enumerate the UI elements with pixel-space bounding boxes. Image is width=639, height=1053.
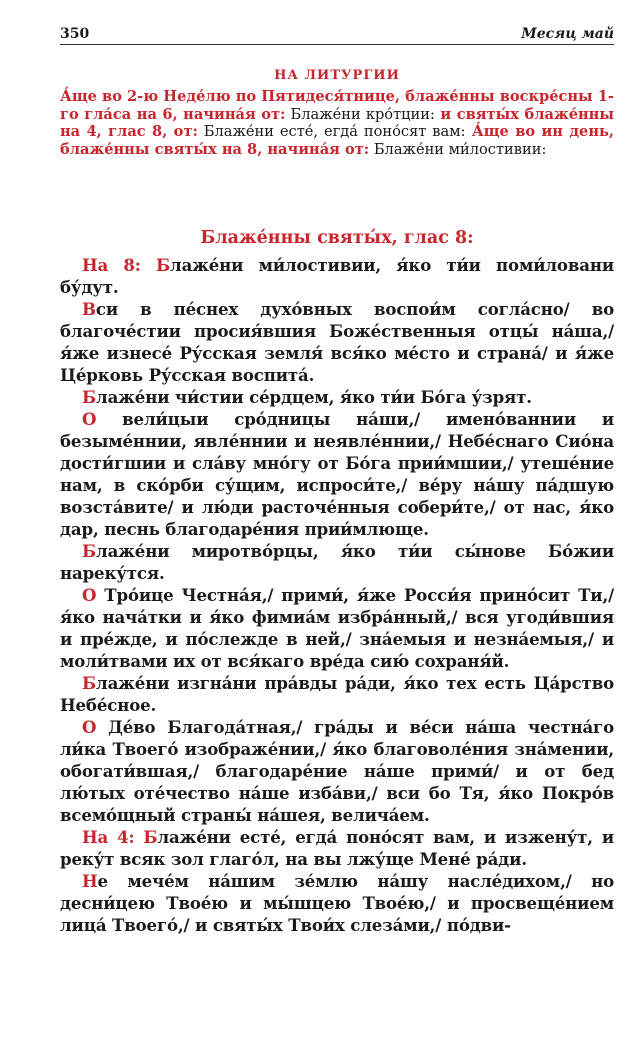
page-header	[60, 26, 614, 45]
verse-initial: Н	[82, 871, 98, 891]
rubric-red-1: А́ще во 2-ю Неде́лю по Пятидеся́тнице, блаже́нны воскре́сны 1-го гла́са на 6, начина́я от:	[60, 88, 614, 123]
rubric-red-3: А́ще во ин день, блаже́нны святы́х на 8, начина́я от:	[60, 123, 615, 158]
rubric-black-3: Блаже́ни ми́лостивии:	[369, 140, 547, 158]
verse-initial: О	[82, 409, 97, 429]
running-title: Месяц май	[521, 26, 614, 42]
verse-text: Тро́ице Честна́я,/ прими́, я́же Росси́я прино́сит Ти,/ я́ко нача́тки и я́ко фимиа́м избра́нный,/ вся угоди́вшия и пре́жде, и по́слежде в ней,/ зна́емыя и незна́емыя,/ и моли́твами их от вся́каго вре́да сию́ сохраня́й.	[60, 585, 614, 671]
verse-text: лаже́ни ми́лостивии, я́ко ти́и поми́ловани бу́дут.	[60, 255, 614, 297]
verse	[60, 672, 614, 716]
verse	[60, 716, 614, 826]
rubric-black-2: Блаже́ни есте́, егда́ поно́сят вам:	[197, 123, 466, 140]
verse	[60, 870, 614, 936]
verse-initial: Б	[82, 387, 97, 407]
verse	[60, 254, 614, 298]
verse-initial: На 4: Б	[82, 827, 158, 847]
verse	[60, 826, 614, 870]
verse-initial: О	[82, 585, 97, 605]
rubric-black-1: Блаже́ни кро́тции:	[285, 105, 435, 123]
verse-text: вели́цыи сро́дницы на́ши,/ имено́ваннии и безыме́ннии, явле́ннии и неявле́ннии,/ Небе́снаго Сио́на дости́гшии и сла́ву мно́гу от Бо́га прии́мшии,/ утеше́ние нам, в ско́рби су́щим, испроси́те,/ ве́ру на́шу па́дшую возста́вите/ и лю́ди расточе́нныя собери́те,/ от нас, я́ко дар, песнь благодаре́ния прии́млюще.	[60, 409, 614, 539]
verse-initial: Б	[82, 541, 97, 561]
rubric-red-2: и святы́х блаже́нны на 4, глас 8, от:	[60, 105, 614, 140]
verse-initial: На 8: Б	[82, 255, 171, 275]
beatitudes-text	[60, 254, 614, 936]
verse	[60, 408, 614, 540]
verse	[60, 386, 614, 408]
rubric-instruction	[60, 88, 614, 158]
verse-text: лаже́ни есте́, егда́ поно́сят вам, и изжену́т, и реку́т всяк зол глаго́л, на вы лжу́ще Мене́ ра́ди.	[60, 827, 614, 869]
verse-initial: О	[82, 717, 97, 737]
verse-text: лаже́ни изгна́ни пра́вды ра́ди, я́ко тех есть Ца́рство Небе́сное.	[60, 673, 614, 715]
verse-text: лаже́ни миротво́рцы, я́ко ти́и сы́нове Бо́жии нареку́тся.	[60, 541, 614, 583]
verse	[60, 584, 614, 672]
page-number: 350	[60, 26, 90, 42]
verse	[60, 298, 614, 386]
beatitudes-subtitle: Блаже́нны святы́х, глас 8:	[200, 228, 474, 248]
verse-initial: Б	[82, 673, 97, 693]
verse-text: е мече́м на́шим зе́млю на́шу насле́дихом,/ но десни́цею Твое́ю и мы́шцею Твое́ю,/ и просвеще́нием лица́ Твоего́,/ и святы́х Твои́х слеза́ми,/ по́дви-	[60, 871, 614, 935]
verse-text: Де́во Благода́тная,/ гра́ды и ве́си на́ша честна́го ли́ка Твоего́ изображе́нии,/ я́ко благоволе́ния зна́мении, обогати́вшая,/ благодаре́ние на́ше прими́/ и от бед лю́тых оте́чество на́ше изба́ви,/ вси бо Тя, я́ко Покро́в всемо́щный страны́ на́шея, велича́ем.	[60, 717, 614, 825]
verse-text: си в пе́снех духо́вных воспои́м согла́сно/ во благоче́стии просия́вшия Боже́ственныя отцы́ на́ша,/ я́же изнесе́ Ру́сская земля́ вся́ко ме́сто и страна́/ и я́же Це́рковь Ру́сская воспита́.	[60, 299, 614, 385]
section-title: НА ЛИТУРГИИ	[274, 68, 400, 83]
verse	[60, 540, 614, 584]
verse-initial: В	[82, 299, 96, 319]
verse-text: лаже́ни чи́стии се́рдцем, я́ко ти́и Бо́га у́зрят.	[96, 387, 532, 407]
